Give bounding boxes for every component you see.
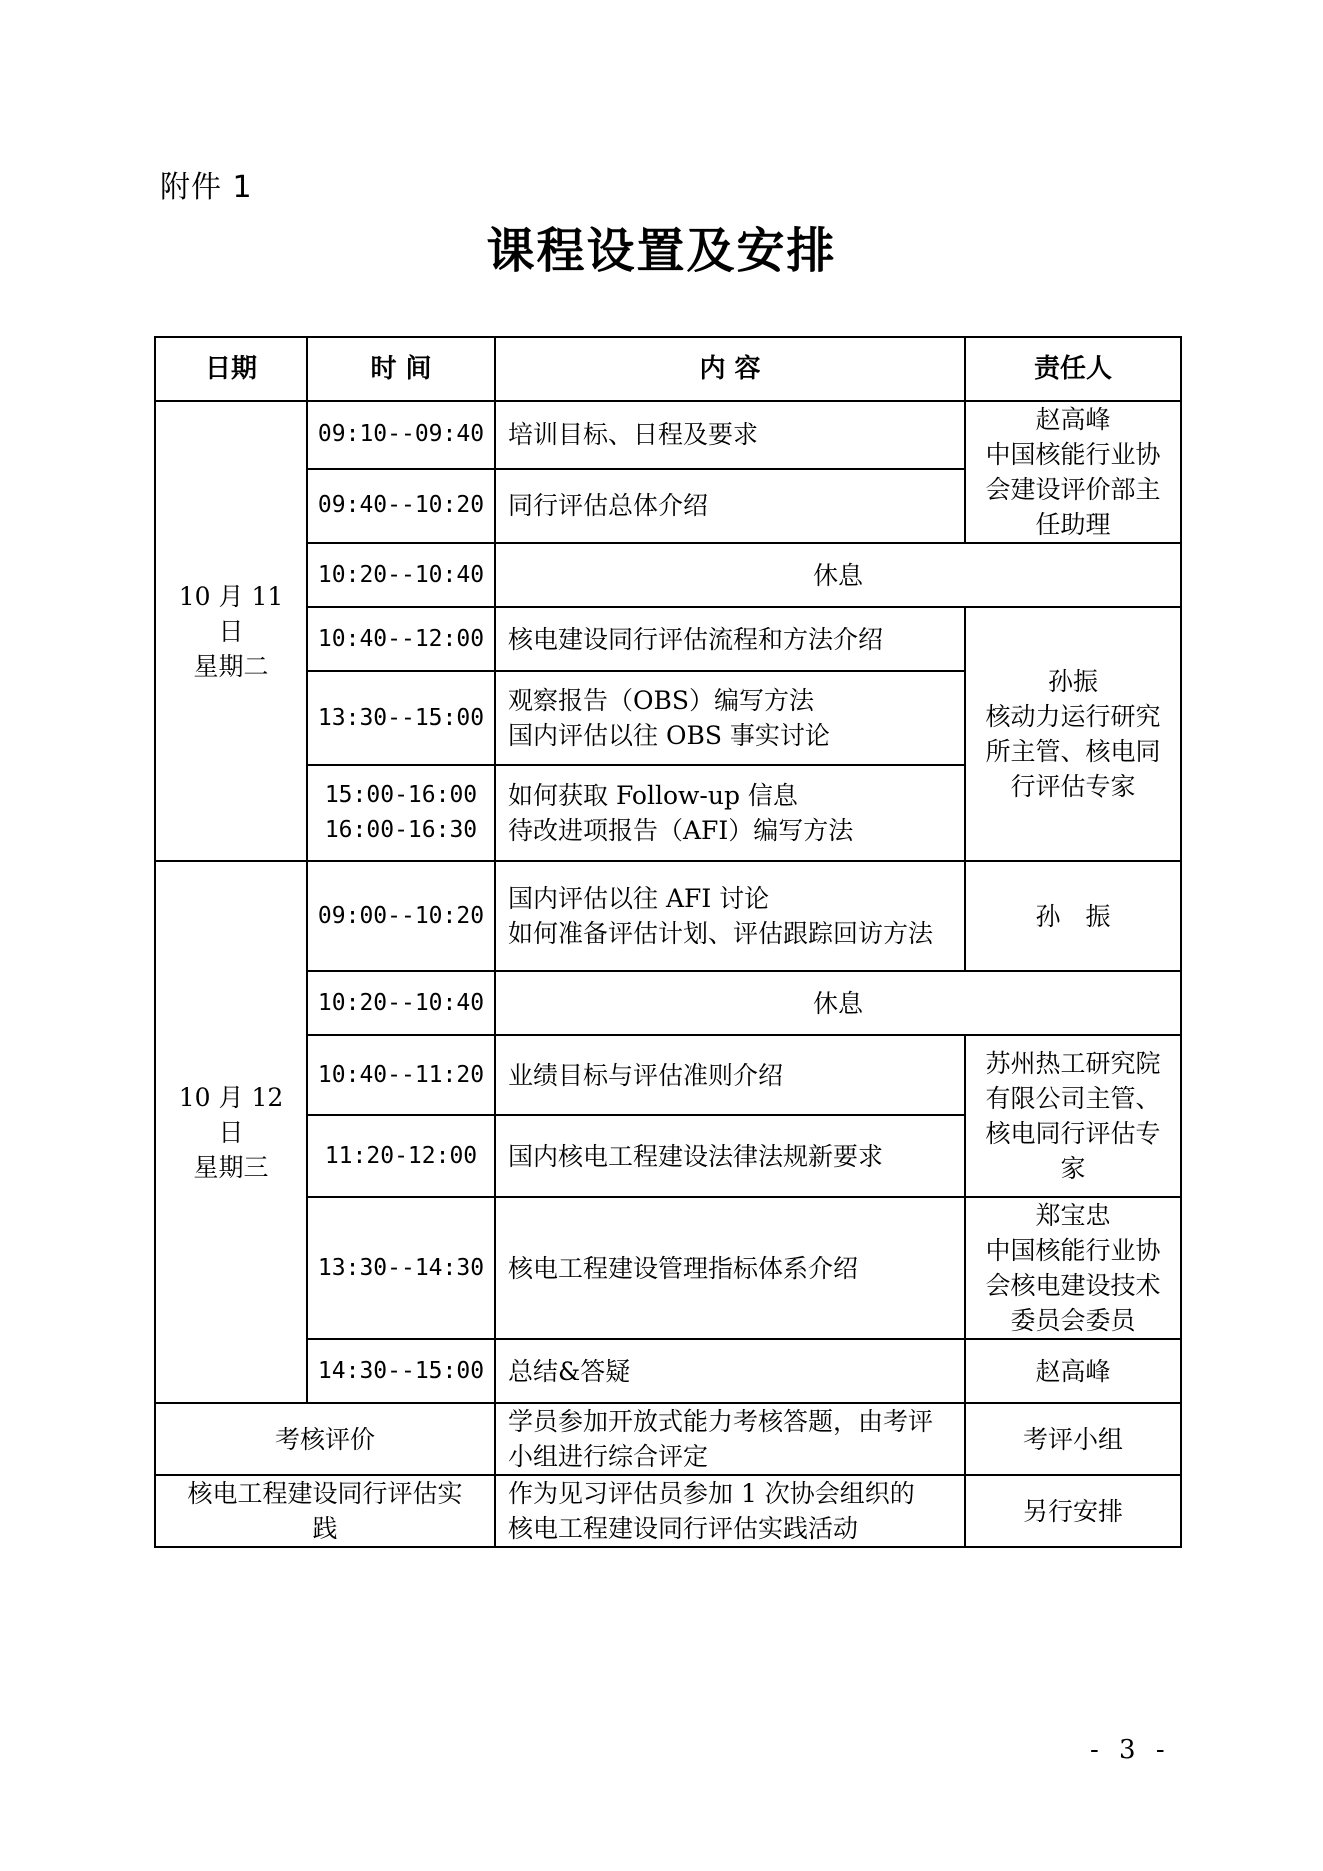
attachment-label: 附件 1 [160, 170, 253, 205]
day1-weekday: 星期二 [193, 651, 269, 681]
day1-date-cell [155, 401, 307, 861]
time-cell: 09:10--09:40 [307, 401, 495, 469]
time-cell: 09:40--10:20 [307, 469, 495, 543]
header-time: 时 间 [307, 337, 495, 401]
content-cell: 业绩目标与评估准则介绍 [495, 1035, 965, 1115]
header-person: 责任人 [965, 337, 1181, 401]
time-cell: 10:40--11:20 [307, 1035, 495, 1115]
time-cell: 15:00-16:00 16:00-16:30 [307, 765, 495, 861]
content-cell: 培训目标、日程及要求 [495, 401, 965, 469]
page-number: - 3 - [1090, 1735, 1171, 1765]
page-title: 课程设置及安排 [486, 223, 837, 279]
day2-date: 10 月 12 日 [178, 1082, 284, 1147]
assessment-row [155, 1403, 1181, 1475]
content-cell: 同行评估总体介绍 [495, 469, 965, 543]
assessment-content: 学员参加开放式能力考核答题，由考评 小组进行综合评定 [495, 1403, 965, 1475]
content-cell: 总结&答疑 [495, 1339, 965, 1403]
header-date: 日期 [155, 337, 307, 401]
table-row [155, 543, 1181, 607]
content-cell: 国内核电工程建设法律法规新要求 [495, 1115, 965, 1197]
person-cell: 赵高峰 中国核能行业协 会建设评价部主 任助理 [965, 401, 1181, 543]
person-cell: 苏州热工研究院 有限公司主管、 核电同行评估专 家 [965, 1035, 1181, 1197]
day1-date: 10 月 11 日 [178, 581, 284, 646]
practice-content: 作为见习评估员参加 1 次协会组织的 核电工程建设同行评估实践活动 [495, 1475, 965, 1547]
header-content: 内 容 [495, 337, 965, 401]
practice-row [155, 1475, 1181, 1547]
practice-person: 另行安排 [965, 1475, 1181, 1547]
person-cell: 孙振 核动力运行研究 所主管、核电同 行评估专家 [965, 607, 1181, 861]
time-cell: 10:40--12:00 [307, 607, 495, 671]
content-cell: 核电建设同行评估流程和方法介绍 [495, 607, 965, 671]
practice-label: 核电工程建设同行评估实 践 [155, 1475, 495, 1547]
content-cell: 观察报告（OBS）编写方法 国内评估以往 OBS 事实讨论 [495, 671, 965, 765]
person-cell: 赵高峰 [965, 1339, 1181, 1403]
time-cell: 11:20-12:00 [307, 1115, 495, 1197]
assessment-person: 考评小组 [965, 1403, 1181, 1475]
table-row [155, 1197, 1181, 1339]
schedule-table [154, 336, 1182, 1548]
time-cell: 14:30--15:00 [307, 1339, 495, 1403]
content-cell: 核电工程建设管理指标体系介绍 [495, 1197, 965, 1339]
day2-date-cell [155, 861, 307, 1403]
break-cell: 休息 [495, 543, 1181, 607]
time-cell: 10:20--10:40 [307, 971, 495, 1035]
day2-weekday: 星期三 [193, 1152, 269, 1182]
table-row [155, 861, 1181, 971]
table-row [155, 607, 1181, 671]
content-cell: 国内评估以往 AFI 讨论 如何准备评估计划、评估跟踪回访方法 [495, 861, 965, 971]
time-cell: 13:30--15:00 [307, 671, 495, 765]
time-cell: 10:20--10:40 [307, 543, 495, 607]
table-row [155, 1339, 1181, 1403]
time-cell: 13:30--14:30 [307, 1197, 495, 1339]
table-row [155, 971, 1181, 1035]
assessment-label: 考核评价 [155, 1403, 495, 1475]
break-cell: 休息 [495, 971, 1181, 1035]
content-cell: 如何获取 Follow-up 信息 待改进项报告（AFI）编写方法 [495, 765, 965, 861]
time-cell: 09:00--10:20 [307, 861, 495, 971]
table-row [155, 1035, 1181, 1115]
person-cell: 孙 振 [965, 861, 1181, 971]
table-row [155, 401, 1181, 469]
table-header-row [155, 337, 1181, 401]
person-cell: 郑宝忠 中国核能行业协 会核电建设技术 委员会委员 [965, 1197, 1181, 1339]
